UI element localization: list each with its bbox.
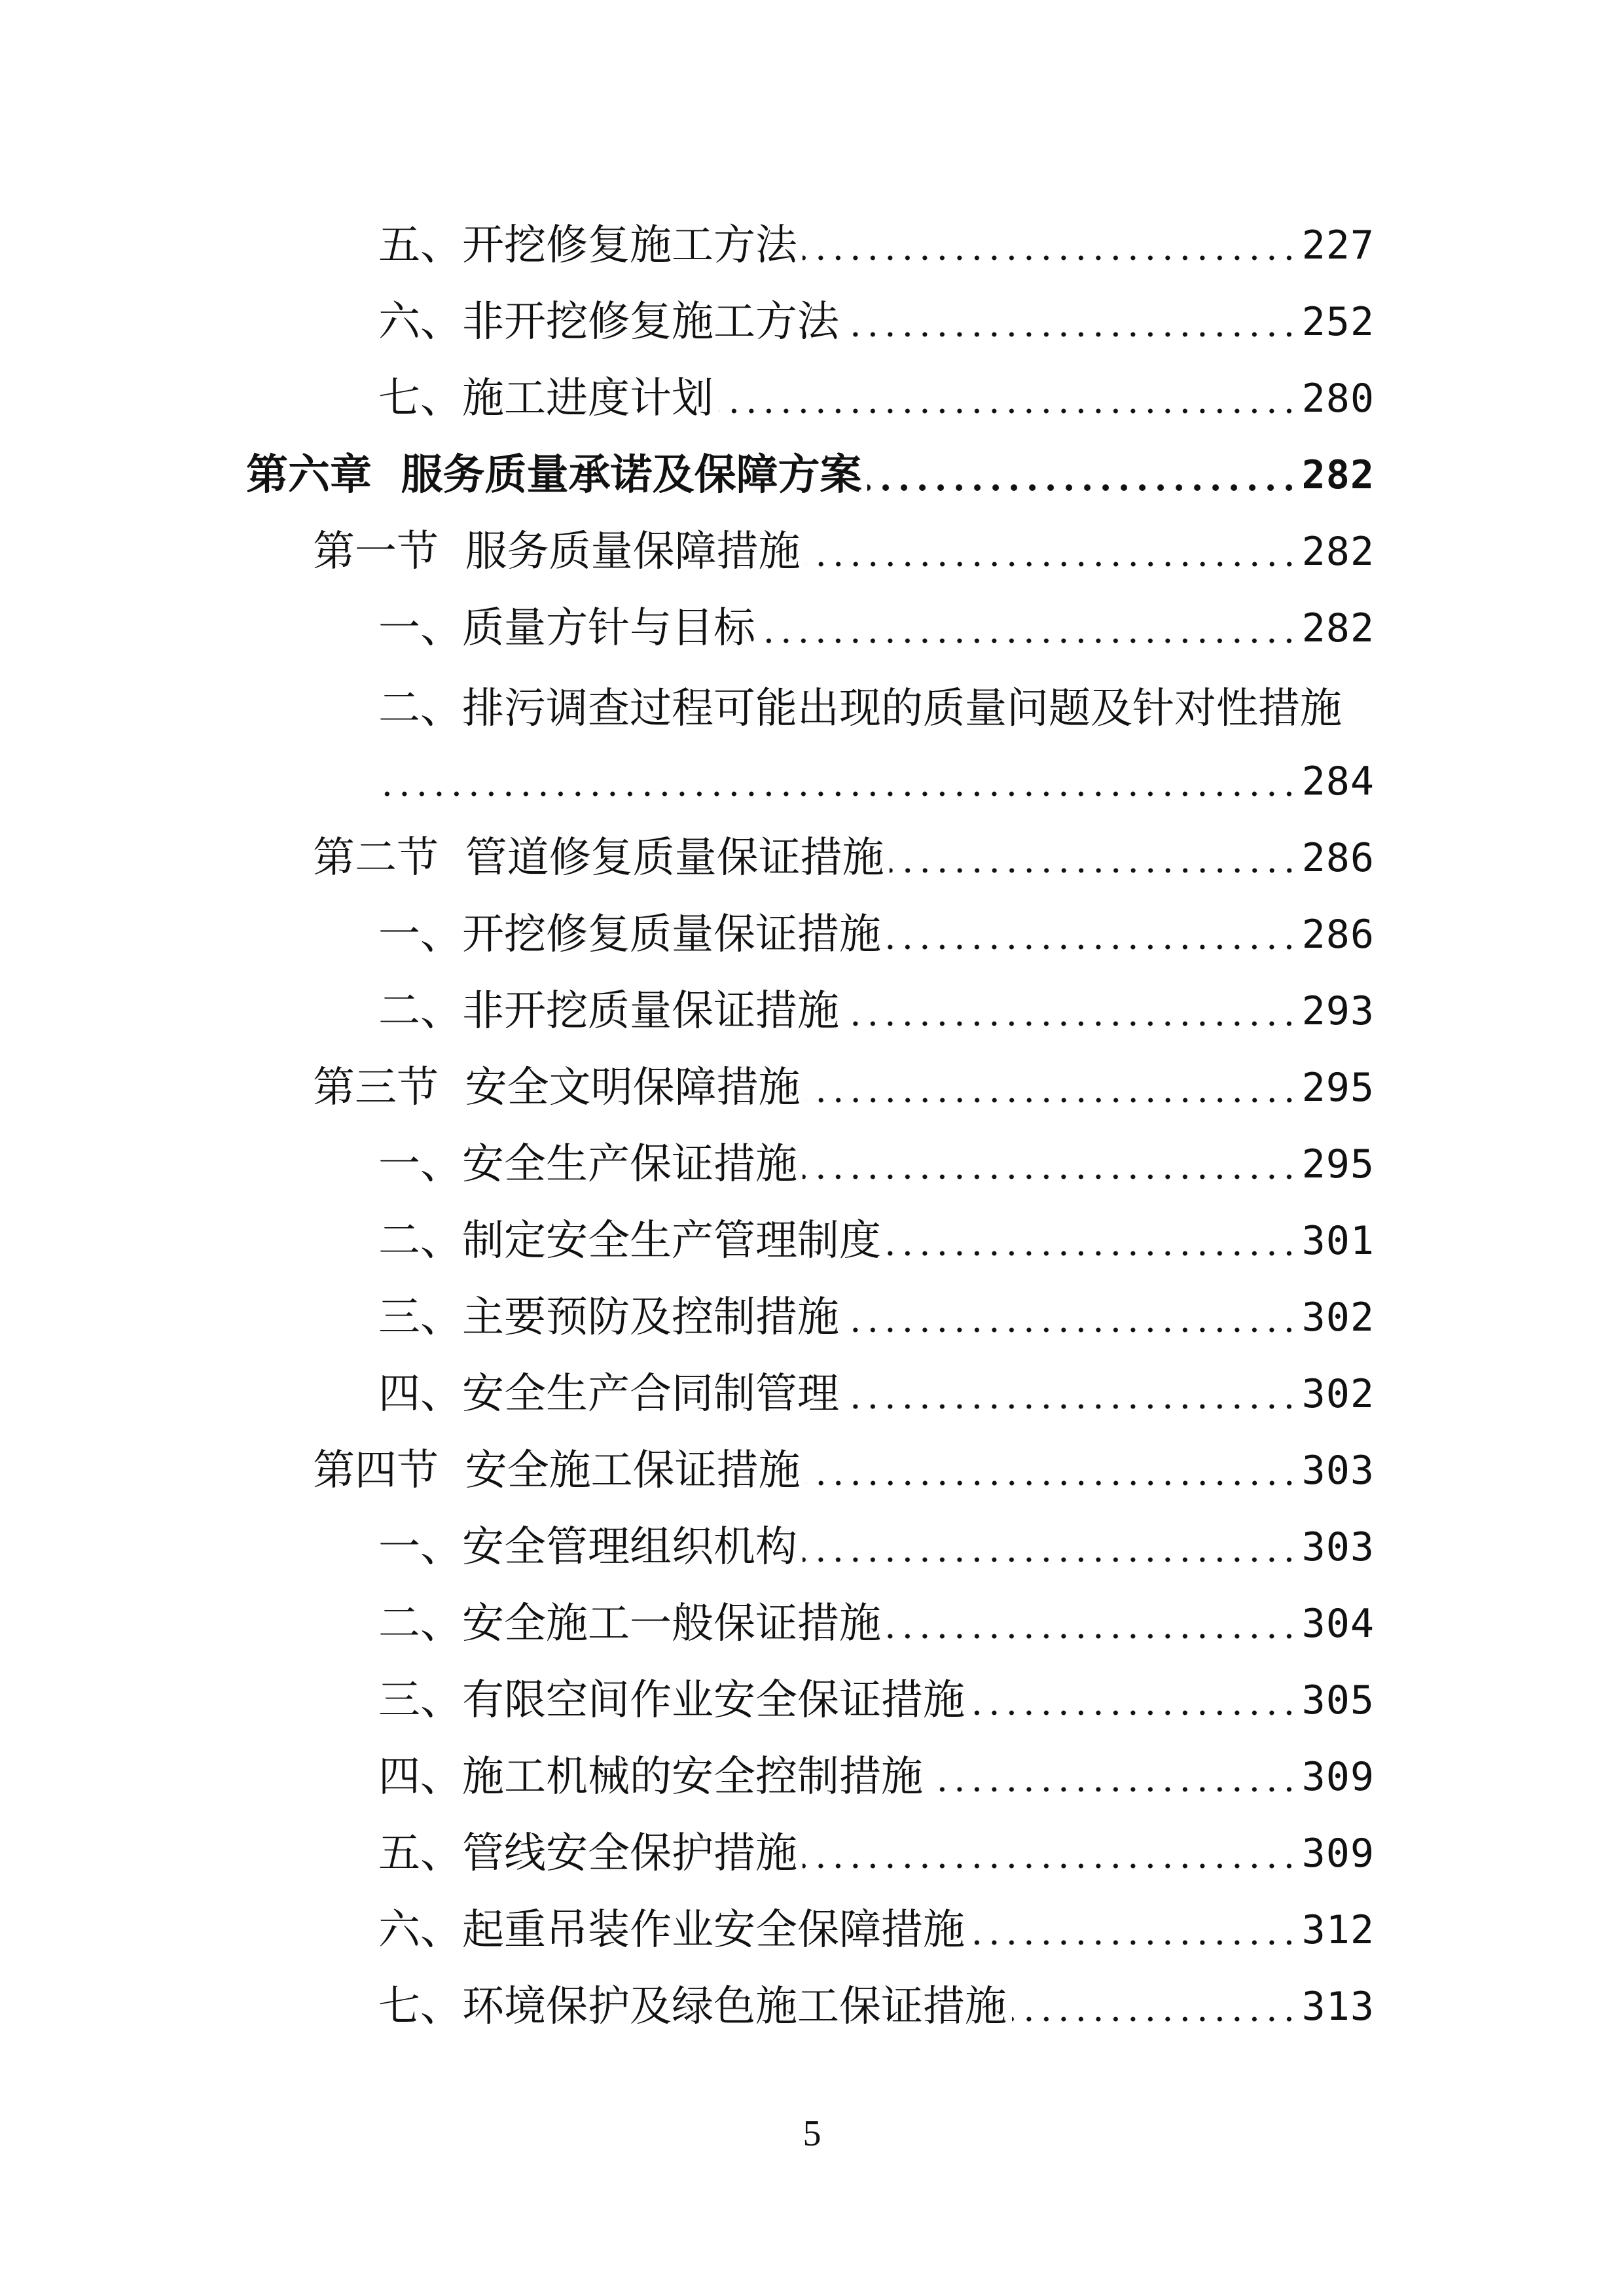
dot-leader (970, 1909, 1298, 1951)
toc-entry-title: 六、起重吊装作业安全保障措施 (378, 1905, 965, 1954)
dot-leader (761, 607, 1298, 649)
toc-entry-title: 七、施工进度计划 (378, 374, 713, 423)
toc-entry-title: 二、安全施工一般保证措施 (378, 1599, 881, 1648)
dot-leader (803, 1143, 1298, 1185)
dot-leader (844, 1297, 1298, 1338)
toc-entry-title: 二、制定安全生产管理制度 (378, 1216, 881, 1265)
toc-entry[interactable] (0, 1355, 1624, 1432)
toc-entry-page: 295 (1301, 1141, 1375, 1187)
dot-leader (803, 1526, 1298, 1568)
toc-section-page: 303 (1301, 1447, 1375, 1494)
dot-leader (844, 990, 1298, 1032)
toc-entry-title: 二、排污调查过程可能出现的质量问题及针对性措施 (378, 684, 1342, 733)
toc-entry[interactable] (0, 1126, 1624, 1202)
toc-section-page: 295 (1301, 1064, 1375, 1111)
toc-section-entry[interactable] (0, 1049, 1624, 1126)
dot-leader (806, 1067, 1298, 1109)
toc-section-entry[interactable] (0, 1432, 1624, 1509)
toc-entry[interactable] (0, 973, 1624, 1049)
toc-section-title: 第二节 管道修复质量保证措施 (313, 833, 884, 882)
toc-entry-title: 七、环境保护及绿色施工保证措施 (378, 1982, 1007, 2031)
toc-entry[interactable] (0, 1738, 1624, 1815)
dot-leader (1012, 1986, 1298, 2028)
dot-leader (806, 531, 1298, 573)
toc-section-entry[interactable] (0, 819, 1624, 896)
dot-leader (867, 454, 1298, 496)
toc-entry[interactable] (0, 1815, 1624, 1892)
toc-entry-title: 五、管线安全保护措施 (378, 1829, 797, 1878)
toc-entry-page: 302 (1301, 1371, 1375, 1417)
toc-entry-title: 三、主要预防及控制措施 (378, 1293, 839, 1342)
toc-entry[interactable] (0, 1279, 1624, 1355)
toc-entry-page: 280 (1301, 375, 1375, 422)
toc-entry-title: 一、安全生产保证措施 (378, 1139, 797, 1189)
toc-entry-page: 304 (1301, 1600, 1375, 1647)
dot-leader (886, 1603, 1298, 1645)
dot-leader (970, 1679, 1298, 1721)
dot-leader (378, 761, 1298, 802)
toc-entry-title: 一、开挖修复质量保证措施 (378, 910, 881, 959)
toc-section-title: 第四节 安全施工保证措施 (313, 1446, 801, 1495)
dot-leader (803, 1833, 1298, 1874)
toc-entry-title: 六、非开挖修复施工方法 (378, 297, 839, 346)
toc-chapter-entry[interactable] (0, 437, 1624, 513)
toc-entry-page: 282 (1301, 605, 1375, 651)
toc-entry[interactable] (0, 207, 1624, 283)
toc-entry-page: 309 (1301, 1830, 1375, 1876)
dot-leader (928, 1756, 1298, 1798)
toc-section-page: 282 (1301, 528, 1375, 575)
toc-entry-page: 252 (1301, 298, 1375, 345)
toc-entry-page: 301 (1301, 1217, 1375, 1264)
toc-entry-title: 三、有限空间作业安全保证措施 (378, 1676, 965, 1725)
toc-entry-page: 313 (1301, 1983, 1375, 2030)
toc-entry-page: 284 (1301, 758, 1375, 804)
dot-leader (806, 1450, 1298, 1492)
toc-chapter-title: 第六章 服务质量承诺及保障方案 (246, 450, 862, 499)
toc-entry-page: 286 (1301, 911, 1375, 958)
toc-entry-title: 四、安全生产合同制管理 (378, 1369, 839, 1418)
dot-leader (844, 301, 1298, 343)
toc-entry[interactable] (0, 896, 1624, 973)
toc-entry-title: 二、非开挖质量保证措施 (378, 986, 839, 1035)
toc-entry-wrapped-page-line[interactable] (0, 743, 1624, 819)
toc-entry[interactable] (0, 590, 1624, 666)
toc-entry[interactable] (0, 1968, 1624, 2045)
toc-chapter-page: 282 (1301, 452, 1375, 498)
toc-entry-title: 四、施工机械的安全控制措施 (378, 1752, 923, 1801)
toc-entry-page: 227 (1301, 222, 1375, 268)
toc-entry-page: 305 (1301, 1677, 1375, 1723)
toc-entry-page: 302 (1301, 1294, 1375, 1340)
page-number: 5 (803, 2113, 821, 2154)
toc-section-title: 第三节 安全文明保障措施 (313, 1063, 801, 1112)
toc-entry-page: 309 (1301, 1753, 1375, 1800)
dot-leader (844, 1373, 1298, 1415)
toc-entry[interactable] (0, 360, 1624, 437)
toc-entry[interactable] (0, 1509, 1624, 1585)
toc-section-entry[interactable] (0, 513, 1624, 590)
dot-leader (886, 914, 1298, 956)
toc-entry[interactable] (0, 1892, 1624, 1968)
toc-entry-title: 五、开挖修复施工方法 (378, 221, 797, 270)
toc-entry-page: 312 (1301, 1907, 1375, 1953)
dot-leader (890, 837, 1298, 879)
toc-entry-page: 293 (1301, 988, 1375, 1034)
table-of-contents (0, 207, 1624, 2045)
toc-entry[interactable] (0, 1662, 1624, 1738)
toc-section-title: 第一节 服务质量保障措施 (313, 527, 801, 576)
dot-leader (886, 1220, 1298, 1262)
toc-entry[interactable] (0, 283, 1624, 360)
toc-entry-title: 一、质量方针与目标 (378, 603, 755, 653)
dot-leader (719, 378, 1298, 420)
toc-section-page: 286 (1301, 834, 1375, 881)
toc-entry-wrapped-title-line[interactable] (0, 666, 1624, 743)
dot-leader (803, 224, 1298, 266)
toc-entry[interactable] (0, 1585, 1624, 1662)
toc-entry-page: 303 (1301, 1524, 1375, 1570)
toc-entry[interactable] (0, 1202, 1624, 1279)
toc-entry-title: 一、安全管理组织机构 (378, 1522, 797, 1571)
